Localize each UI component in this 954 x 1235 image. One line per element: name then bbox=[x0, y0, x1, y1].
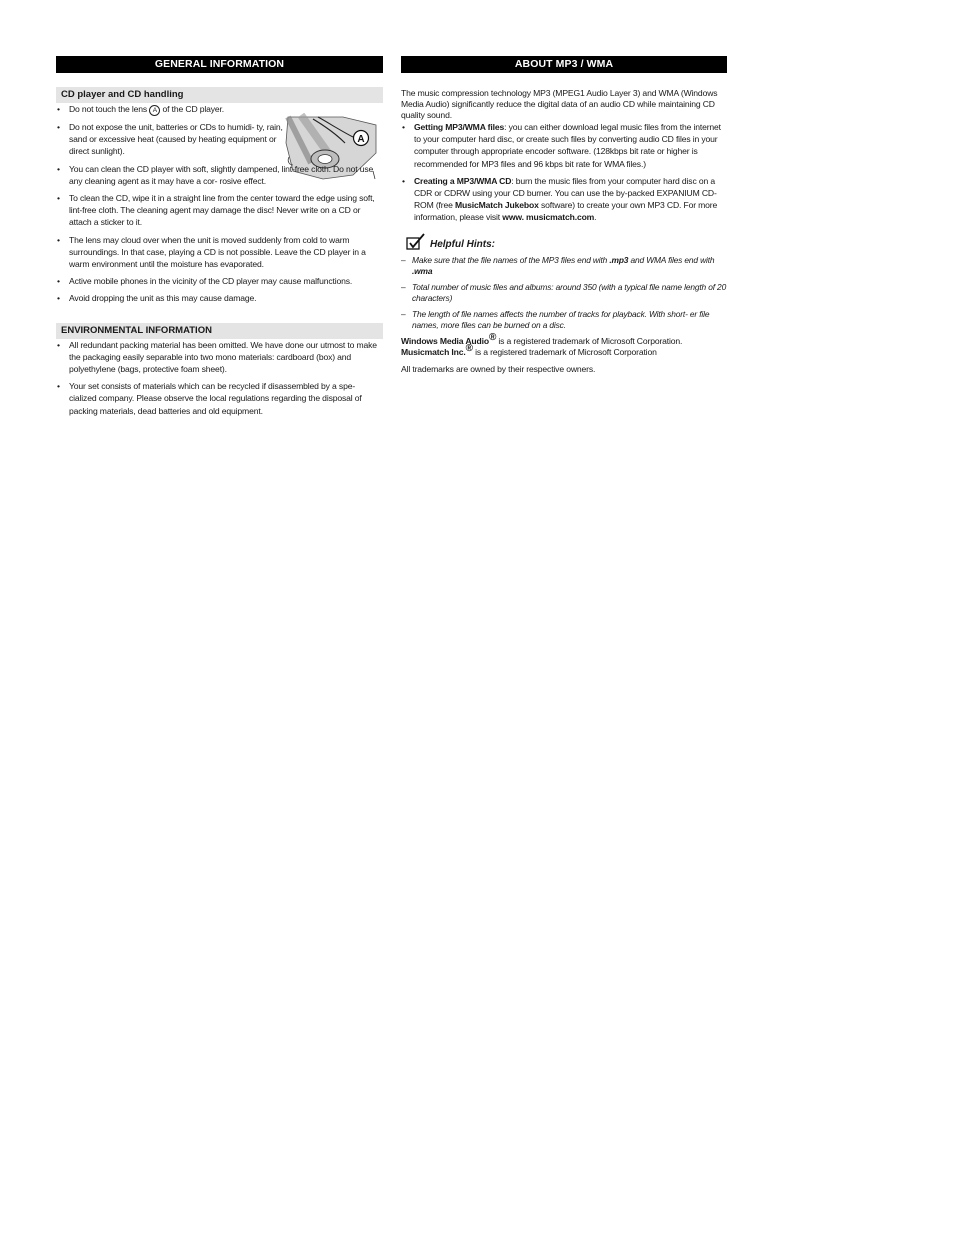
about-mp3-wma-banner: ABOUT MP3 / WMA bbox=[401, 56, 727, 73]
environmental-list bbox=[56, 339, 383, 417]
list-item: • All redundant packing material has been omitted. We have done our utmost to make the packaging easily separable into two mono materials: cardboard (box) and polyethylene (bags, protective foam sheet). bbox=[56, 339, 383, 376]
general-information-column bbox=[56, 56, 383, 422]
list-item: – Total number of music files and albums: around 350 (with a typical file name length of 20 characters) bbox=[401, 282, 727, 304]
illustration-label: A bbox=[357, 134, 365, 145]
helpful-hints-title: Helpful Hints: bbox=[430, 238, 495, 250]
mp3-intro-paragraph: The music compression technology MP3 (MPEG1 Audio Layer 3) and WMA (Windows Media Audio) significantly reduce the digital data of an audio CD while maintaining CD quality sound. bbox=[401, 88, 718, 120]
musicmatch-url: www. musicmatch.com bbox=[502, 212, 595, 223]
general-information-banner: GENERAL INFORMATION bbox=[56, 56, 383, 73]
environmental-information-heading: ENVIRONMENTAL INFORMATION bbox=[56, 323, 383, 339]
list-item: – The length of file names affects the number of tracks for playback. With short- er file names, more files can be burned on a disc. bbox=[401, 309, 727, 331]
helpful-hints-header bbox=[401, 233, 727, 251]
list-item: • Active mobile phones in the vicinity of the CD player may cause malfunctions. bbox=[56, 275, 383, 287]
list-item: • Your set consists of materials which can be recycled if disassembled by a spe- cialized company. Please observe the local regulations regarding the disposal of packing materials, dead batteries and old equipment. bbox=[56, 380, 383, 417]
list-item: • Creating a MP3/WMA CD: burn the music files from your computer hard disc on a CDR or CDRW using your CD burner. You can use the by-packed EXPANIUM CD-ROM (free MusicMatch Jukebox software) to create your own MP3 CD. For more information, please visit www. musicmatch.com. bbox=[401, 175, 727, 224]
mp3-list bbox=[401, 121, 727, 224]
list-item: • Avoid dropping the unit as this may cause damage. bbox=[56, 292, 383, 304]
list-item: • Do not touch the lens A of the CD player. bbox=[56, 103, 283, 116]
lens-a-symbol: A bbox=[149, 105, 160, 116]
list-item: – Make sure that the file names of the MP3 files end with .mp3 and WMA files end with .wma bbox=[401, 255, 727, 277]
list-item: • Getting MP3/WMA files: you can either download legal music files from the internet to your computer hard disc, or create such files by converting audio CD files in your computer through appropriate encoder software. (128kbps bit rate or higher is recommended for MP3 files and 96 kbps bit rate for WMA files.) bbox=[401, 121, 727, 170]
helpful-hints-list bbox=[401, 255, 727, 331]
cd-handling-heading: CD player and CD handling bbox=[56, 87, 383, 103]
list-item: • Do not expose the unit, batteries or CDs to humidi- ty, rain, sand or excessive heat (caused by heating equipment or direct sunlight). bbox=[56, 121, 283, 158]
trademark-notice: Windows Media Audio® is a registered trademark of Microsoft Corporation. Musicmatch Inc.® is a registered trademark of Microsoft Corporation bbox=[401, 331, 683, 357]
about-mp3-wma-column bbox=[401, 56, 727, 375]
list-item: • To clean the CD, wipe it in a straight line from the center toward the edge using soft, lint-free cloth. The cleaning agent may damage the disc! Never write on a CD or attach a sticker to it. bbox=[56, 192, 383, 229]
list-item: • You can clean the CD player with soft, slightly dampened, lint-free cloth. Do not use any cleaning agent as it may have a cor- rosive effect. bbox=[56, 163, 383, 187]
list-item: • The lens may cloud over when the unit is moved suddenly from cold to warm surroundings. In that case, playing a CD is not possible. Leave the CD player in a warm environment until the moisture has evaporated. bbox=[56, 234, 383, 271]
trademarks-owned-note: All trademarks are owned by their respective owners. bbox=[401, 363, 596, 374]
checkmark-note-icon bbox=[406, 233, 426, 251]
